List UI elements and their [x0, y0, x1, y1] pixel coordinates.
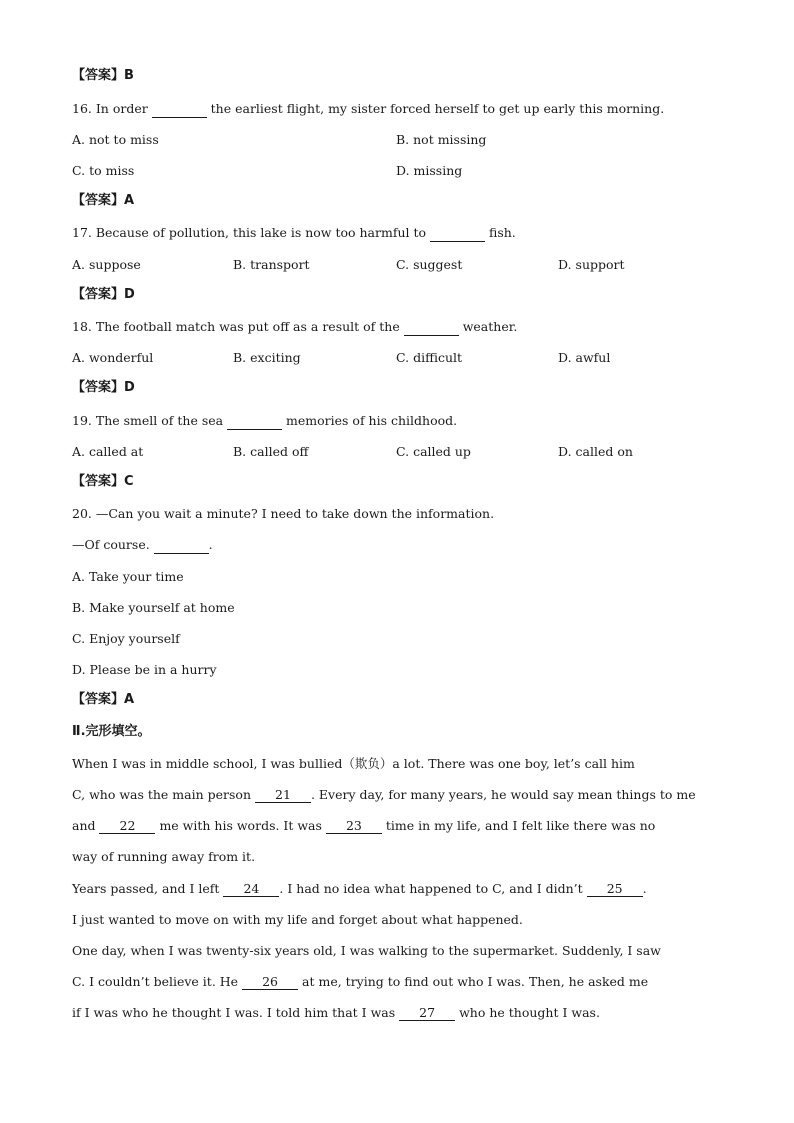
- question-18-option-a: A. wonderful: [72, 350, 154, 365]
- question-19-option-c: C. called up: [396, 444, 471, 459]
- passage-text: time in my life, and I felt like there was no: [381, 818, 656, 833]
- question-19-text: 19. The smell of the sea: [72, 413, 228, 428]
- answer-16: 【答案】A: [72, 193, 135, 208]
- answer-20: 【答案】A: [72, 692, 135, 707]
- question-16-option-b: B. not missing: [396, 132, 487, 147]
- passage-p1-line-1: When I was in middle school, I was bullied（欺负）a lot. There was one boy, let’s call him: [72, 756, 635, 771]
- passage-text: at me, trying to find out who I was. Then, he asked me: [298, 974, 649, 989]
- passage-p1-line-4: way of running away from it.: [72, 849, 256, 864]
- question-19-option-a: A. called at: [72, 444, 144, 459]
- question-16: [72, 101, 664, 118]
- question-16-option-c: C. to miss: [72, 163, 135, 178]
- question-17-text: 17. Because of pollution, this lake is now too harmful to: [72, 225, 431, 240]
- question-16-blank: [152, 101, 207, 118]
- question-16-text-end: the earliest flight, my sister forced herself to get up early this morning.: [206, 101, 665, 116]
- passage-p1-line-3: [72, 818, 722, 834]
- question-17-option-c: C. suggest: [396, 257, 463, 272]
- passage-p3-line-1: One day, when I was twenty-six years old, I was walking to the supermarket. Suddenly, I saw: [72, 943, 661, 958]
- question-18-blank: [404, 319, 459, 336]
- question-18: [72, 319, 517, 336]
- blank-22: 22: [99, 819, 155, 834]
- passage-p1-line-2: [72, 787, 722, 803]
- section-heading: Ⅱ.完形填空。: [72, 724, 151, 739]
- question-19: [72, 413, 457, 430]
- question-20-text-end: .: [208, 537, 213, 552]
- passage-text: if I was who he thought I was. I told him that I was: [72, 1005, 400, 1020]
- passage-p2-line-1: [72, 881, 722, 897]
- question-20-option-a: A. Take your time: [72, 569, 184, 584]
- question-17-option-a: A. suppose: [72, 257, 141, 272]
- question-18-text: 18. The football match was put off as a result of the: [72, 319, 404, 334]
- question-20-line-2: [72, 537, 213, 554]
- passage-p3-line-2: [72, 974, 722, 990]
- question-16-text: 16. In order: [72, 101, 152, 116]
- answer-18: 【答案】D: [72, 380, 135, 395]
- passage-p2-line-2: I just wanted to move on with my life and forget about what happened.: [72, 912, 523, 927]
- passage-text: . Every day, for many years, he would say mean things to me: [310, 787, 696, 802]
- question-19-option-b: B. called off: [233, 444, 309, 459]
- passage-text: Years passed, and I left: [72, 881, 224, 896]
- blank-26: 26: [242, 975, 298, 990]
- passage-text: who he thought I was.: [455, 1005, 600, 1020]
- question-18-option-d: D. awful: [558, 350, 611, 365]
- passage-text: me with his words. It was: [155, 818, 326, 833]
- question-20-blank: [154, 537, 209, 554]
- passage-text: C. I couldn’t believe it. He: [72, 974, 243, 989]
- question-17: [72, 225, 516, 242]
- passage-text: C, who was the main person: [72, 787, 255, 802]
- question-20-option-d: D. Please be in a hurry: [72, 662, 217, 677]
- blank-21: 21: [255, 788, 311, 803]
- answer-15: 【答案】B: [72, 68, 134, 83]
- answer-19: 【答案】C: [72, 474, 134, 489]
- question-19-blank: [227, 413, 282, 430]
- question-20-option-c: C. Enjoy yourself: [72, 631, 180, 646]
- question-17-text-end: fish.: [485, 225, 516, 240]
- blank-27: 27: [399, 1006, 455, 1021]
- question-20-text: —Of course.: [72, 537, 154, 552]
- question-19-option-d: D. called on: [558, 444, 633, 459]
- question-17-option-b: B. transport: [233, 257, 310, 272]
- passage-text: . I had no idea what happened to C, and I didn’t: [279, 881, 587, 896]
- blank-25: 25: [587, 882, 643, 897]
- passage-text: .: [642, 881, 647, 896]
- question-18-text-end: weather.: [458, 319, 518, 334]
- blank-24: 24: [223, 882, 279, 897]
- question-20-option-b: B. Make yourself at home: [72, 600, 235, 615]
- answer-17: 【答案】D: [72, 287, 135, 302]
- passage-text: and: [72, 818, 100, 833]
- question-18-option-c: C. difficult: [396, 350, 463, 365]
- question-20-line-1: 20. —Can you wait a minute? I need to take down the information.: [72, 506, 495, 521]
- question-17-blank: [430, 225, 485, 242]
- question-19-text-end: memories of his childhood.: [282, 413, 458, 428]
- question-16-option-a: A. not to miss: [72, 132, 159, 147]
- question-16-option-d: D. missing: [396, 163, 463, 178]
- blank-23: 23: [326, 819, 382, 834]
- question-18-option-b: B. exciting: [233, 350, 301, 365]
- passage-p3-line-3: [72, 1005, 722, 1021]
- question-17-option-d: D. support: [558, 257, 625, 272]
